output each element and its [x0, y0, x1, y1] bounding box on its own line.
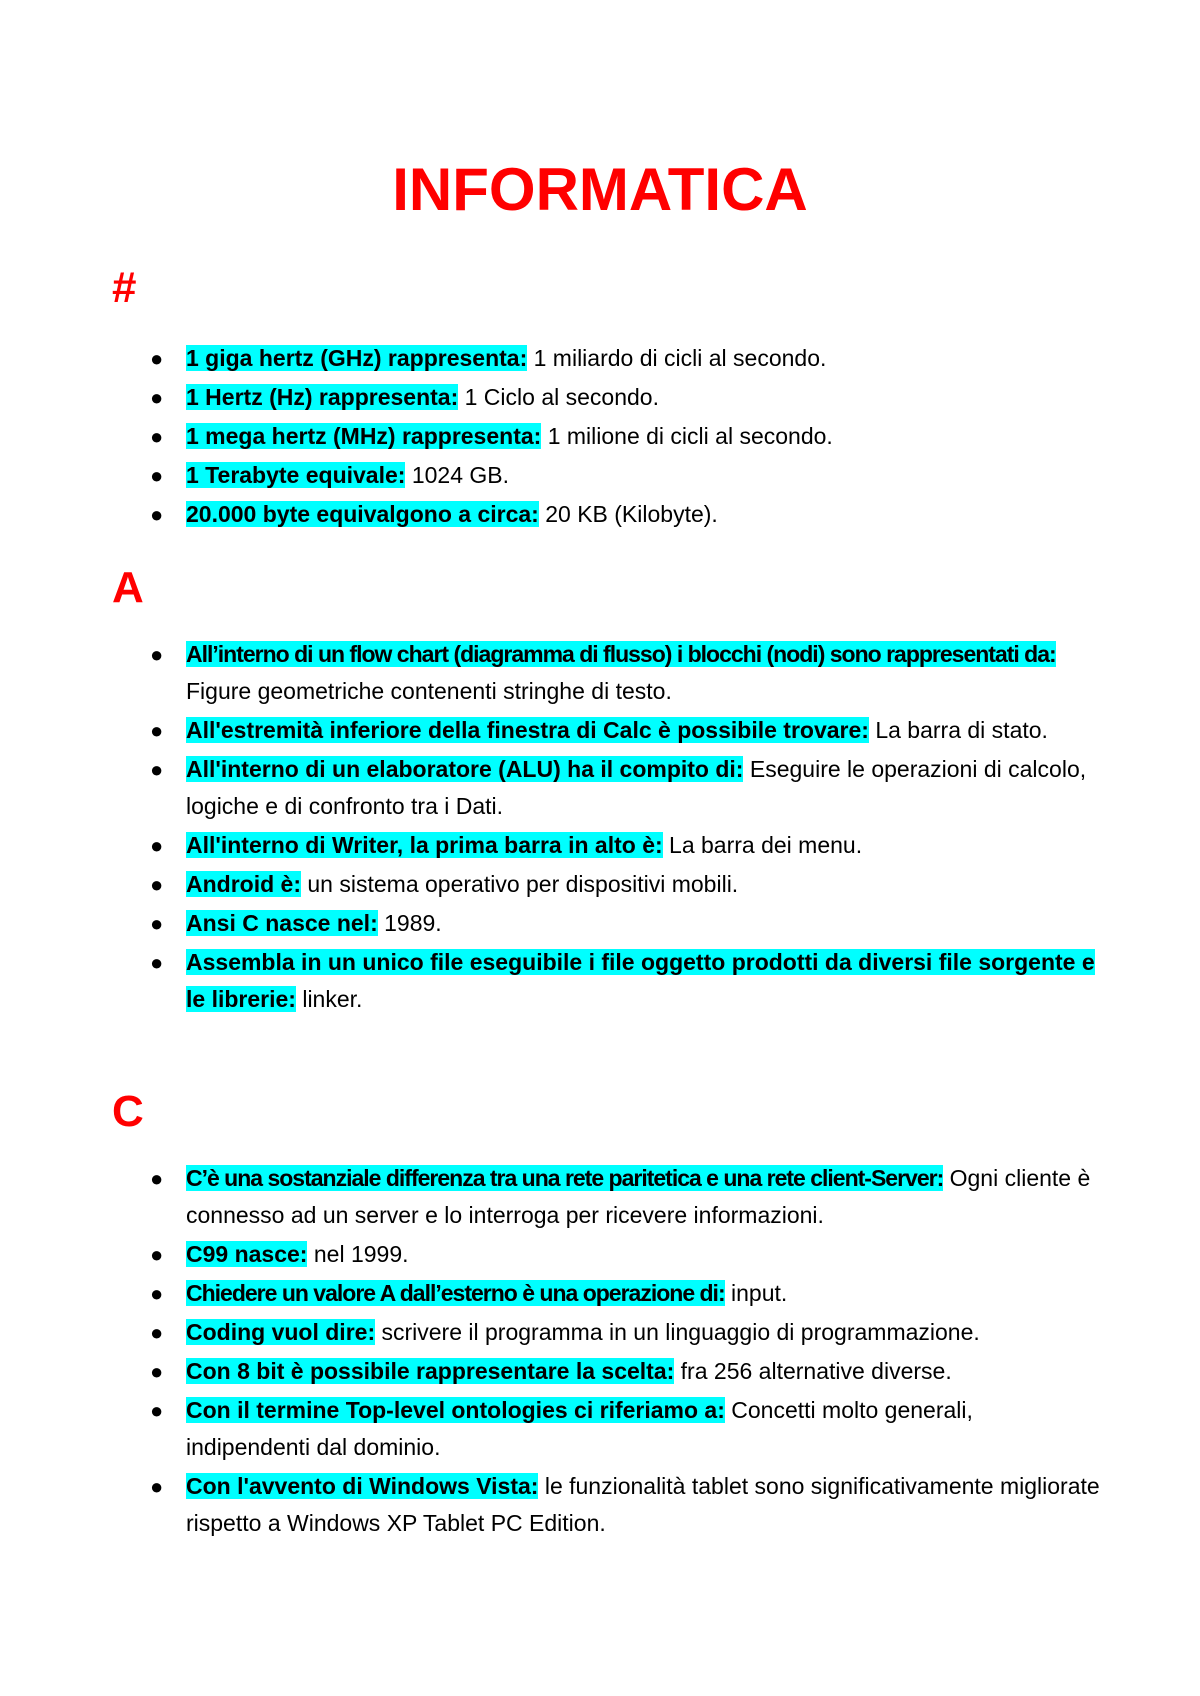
answer-text: Ogni cliente è connesso ad un server e lo interroga per ricevere informazioni.	[186, 1165, 1091, 1228]
answer-text: 1 Ciclo al secondo.	[458, 384, 659, 410]
list-item	[0, 1392, 1200, 1466]
list-item	[0, 1236, 1200, 1273]
bullet-icon: ●	[150, 757, 164, 782]
list-item	[0, 340, 1200, 377]
answer-text: linker.	[295, 986, 363, 1012]
list-item	[0, 379, 1200, 416]
section-heading-a: A	[112, 563, 144, 612]
bullet-icon: ●	[150, 1166, 164, 1191]
section-heading-hash: #	[112, 263, 137, 312]
bullet-icon: ●	[150, 1242, 164, 1267]
question-text: 1 Hertz (Hz) rappresenta:	[186, 384, 459, 410]
question-text: All'interno di un elaboratore (ALU) ha il compito di:	[186, 756, 744, 782]
question-text: Con 8 bit è possibile rappresentare la scelta:	[186, 1358, 675, 1384]
answer-text: 1989.	[377, 910, 442, 936]
list-item	[0, 1468, 1200, 1542]
question-text: Con l'avvento di Windows Vista:	[186, 1473, 539, 1499]
list-item	[0, 1275, 1200, 1312]
question-text: 1 giga hertz (GHz) rappresenta:	[186, 345, 528, 371]
answer-text: 1 milione di cicli al secondo.	[541, 423, 833, 449]
bullet-icon: ●	[150, 1320, 164, 1345]
answer-text: scrivere il programma in un linguaggio di programmazione.	[375, 1319, 980, 1345]
bullet-icon: ●	[150, 1281, 164, 1306]
question-text: Con il termine Top-level ontologies ci riferiamo a:	[186, 1397, 725, 1423]
list-item	[0, 496, 1200, 533]
list-item	[0, 457, 1200, 494]
question-text: Android è:	[186, 871, 301, 897]
question-text: Chiedere un valore A dall’esterno è una operazione di:	[186, 1280, 725, 1306]
answer-text: Eseguire le operazioni di calcolo, logiche e di confronto tra i Dati.	[186, 756, 1087, 819]
answer-text: le funzionalità tablet sono significativamente migliorate rispetto a Windows XP Tablet PC Edition.	[186, 1473, 1100, 1536]
bullet-icon: ●	[150, 911, 164, 936]
answer-text: fra 256 alternative diverse.	[674, 1358, 952, 1384]
bullet-icon: ●	[150, 872, 164, 897]
list-item	[0, 636, 1200, 710]
list-item	[0, 418, 1200, 455]
list-item	[0, 905, 1200, 942]
bullet-icon: ●	[150, 424, 164, 449]
question-text: All'estremità inferiore della finestra di Calc è possibile trovare:	[186, 717, 869, 743]
question-text: Ansi C nasce nel:	[186, 910, 378, 936]
question-text: 20.000 byte equivalgono a circa:	[186, 501, 539, 527]
bullet-icon: ●	[150, 463, 164, 488]
list-item	[0, 866, 1200, 903]
answer-text: Concetti molto generali, indipendenti dal dominio.	[186, 1397, 973, 1460]
bullet-icon: ●	[150, 718, 164, 743]
list-item	[0, 1314, 1200, 1351]
bullet-icon: ●	[150, 346, 164, 371]
bullet-icon: ●	[150, 385, 164, 410]
list-item	[0, 751, 1200, 825]
answer-text: La barra dei menu.	[662, 832, 863, 858]
question-text: C99 nasce:	[186, 1241, 308, 1267]
question-text: C’è una sostanziale differenza tra una rete paritetica e una rete client-Server:	[186, 1165, 944, 1191]
answer-text: 1 miliardo di cicli al secondo.	[527, 345, 827, 371]
bullet-icon: ●	[150, 1398, 164, 1423]
bullet-icon: ●	[150, 833, 164, 858]
answer-text: nel 1999.	[307, 1241, 409, 1267]
question-text: Assembla in un unico file eseguibile i file oggetto prodotti da diversi file sorgente e le librerie:	[186, 949, 1095, 1012]
list-item	[0, 1160, 1200, 1234]
answer-text: 20 KB (Kilobyte).	[538, 501, 718, 527]
list-item	[0, 827, 1200, 864]
section-list-a	[0, 636, 1200, 1020]
list-item	[0, 944, 1200, 1018]
bullet-icon: ●	[150, 502, 164, 527]
answer-text: 1024 GB.	[405, 462, 510, 488]
bullet-icon: ●	[150, 642, 164, 667]
section-heading-c: C	[112, 1087, 144, 1136]
answer-text: La barra di stato.	[868, 717, 1048, 743]
answer-text: un sistema operativo per dispositivi mobili.	[301, 871, 739, 897]
list-item	[0, 1353, 1200, 1390]
question-text: All’interno di un flow chart (diagramma di flusso) i blocchi (nodi) sono rappresentati da:	[186, 641, 1056, 667]
section-list-hash	[0, 340, 1200, 535]
answer-text: Figure geometriche contenenti stringhe di testo.	[186, 678, 672, 704]
question-text: Coding vuol dire:	[186, 1319, 376, 1345]
bullet-icon: ●	[150, 950, 164, 975]
question-text: All'interno di Writer, la prima barra in alto è:	[186, 832, 663, 858]
question-text: 1 Terabyte equivale:	[186, 462, 406, 488]
answer-text: input.	[724, 1280, 788, 1306]
section-list-c	[0, 1160, 1200, 1544]
question-text: 1 mega hertz (MHz) rappresenta:	[186, 423, 542, 449]
bullet-icon: ●	[150, 1474, 164, 1499]
page-title: INFORMATICA	[392, 156, 808, 223]
bullet-icon: ●	[150, 1359, 164, 1384]
list-item	[0, 712, 1200, 749]
